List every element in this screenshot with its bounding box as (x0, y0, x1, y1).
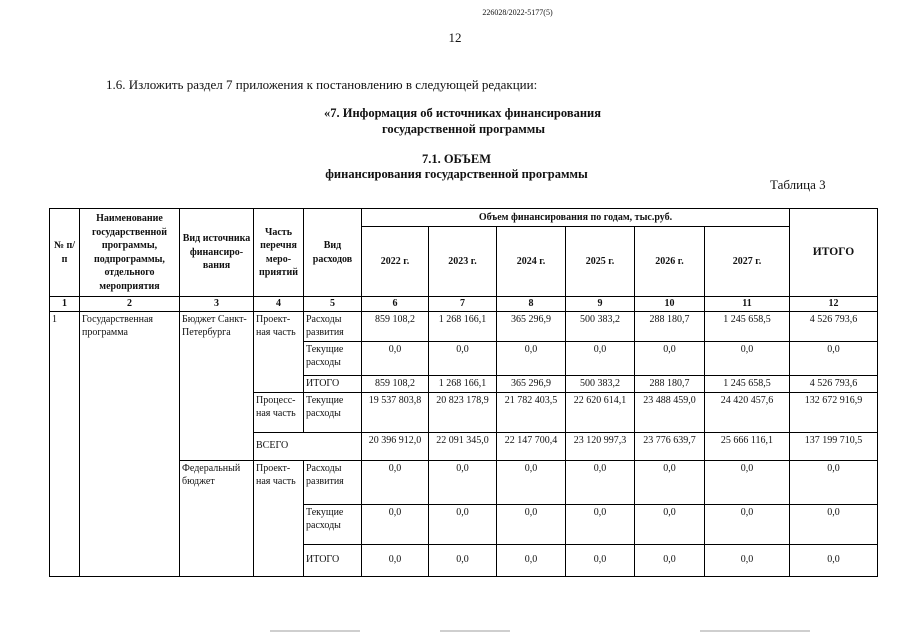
column-number: 10 (635, 297, 705, 312)
column-number: 11 (705, 297, 790, 312)
table-caption: Таблица 3 (770, 177, 826, 192)
header-expense-type: Вид расходов (304, 209, 362, 297)
value-cell: 23 120 997,3 (566, 432, 635, 460)
expense-type: Текущие расходы (304, 392, 362, 432)
section-heading-line-2: государственной программы (381, 122, 546, 136)
value-cell: 0,0 (790, 544, 878, 576)
value-cell: 0,0 (566, 504, 635, 544)
value-cell: 0,0 (429, 341, 497, 375)
value-cell: 1 268 166,1 (429, 311, 497, 341)
value-cell: 0,0 (362, 504, 429, 544)
value-cell: 0,0 (566, 544, 635, 576)
value-cell: 1 245 658,5 (705, 311, 790, 341)
value-cell: 0,0 (497, 504, 566, 544)
value-cell: 19 537 803,8 (362, 392, 429, 432)
program-name: Государственная программа (80, 311, 180, 576)
subsection-heading-line-2: финансирования государственной программы (325, 167, 588, 181)
value-cell: 0,0 (429, 544, 497, 576)
expense-type: Текущие расходы (304, 341, 362, 375)
header-year: 2022 г. (362, 227, 429, 297)
part-project: Проект-ная часть (254, 460, 304, 576)
value-cell: 0,0 (635, 460, 705, 504)
value-cell: 365 296,9 (497, 311, 566, 341)
value-cell: 0,0 (790, 341, 878, 375)
document-id: 226028/2022-5177(5) (482, 8, 553, 17)
value-cell: 4 526 793,6 (790, 311, 878, 341)
section-heading-line-1: «7. Информация об источниках финансирования (324, 106, 601, 120)
header-source: Вид источника финансиро-вания (180, 209, 254, 297)
header-total: ИТОГО (790, 209, 878, 297)
instruction-text: 1.6. Изложить раздел 7 приложения к постановлению в следующей редакции: (106, 77, 538, 92)
value-cell: 1 245 658,5 (705, 375, 790, 392)
column-number: 1 (50, 297, 80, 312)
value-cell: 0,0 (635, 504, 705, 544)
value-cell: 20 396 912,0 (362, 432, 429, 460)
part-project: Проект-ная часть (254, 311, 304, 392)
header-year: 2024 г. (497, 227, 566, 297)
row-number: 1 (50, 311, 80, 576)
expense-type: Расходы развития (304, 460, 362, 504)
column-number: 4 (254, 297, 304, 312)
expense-type: Текущие расходы (304, 504, 362, 544)
column-number: 8 (497, 297, 566, 312)
value-cell: 132 672 916,9 (790, 392, 878, 432)
header-num: № п/п (50, 209, 80, 297)
value-cell: 22 147 700,4 (497, 432, 566, 460)
value-cell: 24 420 457,6 (705, 392, 790, 432)
value-cell: 288 180,7 (635, 311, 705, 341)
header-year: 2026 г. (635, 227, 705, 297)
expense-type-total: ИТОГО (304, 375, 362, 392)
header-volume-group: Объем финансирования по годам, тыс.руб. (362, 209, 790, 227)
value-cell: 0,0 (566, 460, 635, 504)
value-cell: 0,0 (362, 341, 429, 375)
value-cell: 0,0 (429, 504, 497, 544)
expense-type: Расходы развития (304, 311, 362, 341)
value-cell: 0,0 (790, 460, 878, 504)
expense-type-total: ИТОГО (304, 544, 362, 576)
value-cell: 0,0 (705, 460, 790, 504)
value-cell: 0,0 (362, 544, 429, 576)
value-cell: 0,0 (362, 460, 429, 504)
header-year: 2027 г. (705, 227, 790, 297)
scan-artifact (700, 630, 810, 632)
column-number: 2 (80, 297, 180, 312)
header-year: 2023 г. (429, 227, 497, 297)
value-cell: 23 776 639,7 (635, 432, 705, 460)
value-cell: 0,0 (497, 544, 566, 576)
value-cell: 500 383,2 (566, 311, 635, 341)
source-federal-budget: Федеральный бюджет (180, 460, 254, 576)
value-cell: 0,0 (497, 341, 566, 375)
header-part: Часть перечня меро-приятий (254, 209, 304, 297)
column-number: 9 (566, 297, 635, 312)
column-number: 12 (790, 297, 878, 312)
header-name: Наименование государственной программы, подпрограммы, отдельного мероприятия (80, 209, 180, 297)
value-cell: 0,0 (635, 544, 705, 576)
value-cell: 25 666 116,1 (705, 432, 790, 460)
scan-artifact (440, 630, 510, 632)
column-number: 6 (362, 297, 429, 312)
page-number: 12 (448, 30, 462, 45)
value-cell: 0,0 (705, 341, 790, 375)
value-cell: 288 180,7 (635, 375, 705, 392)
column-number: 3 (180, 297, 254, 312)
value-cell: 365 296,9 (497, 375, 566, 392)
value-cell: 0,0 (705, 544, 790, 576)
value-cell: 0,0 (790, 504, 878, 544)
part-process: Процесс-ная часть (254, 392, 304, 432)
value-cell: 859 108,2 (362, 375, 429, 392)
value-cell: 20 823 178,9 (429, 392, 497, 432)
value-cell: 1 268 166,1 (429, 375, 497, 392)
column-number: 7 (429, 297, 497, 312)
value-cell: 0,0 (497, 460, 566, 504)
financing-table (49, 208, 878, 577)
value-cell: 0,0 (429, 460, 497, 504)
value-cell: 22 620 614,1 (566, 392, 635, 432)
value-cell: 0,0 (566, 341, 635, 375)
value-cell: 500 383,2 (566, 375, 635, 392)
scan-artifact (270, 630, 360, 632)
value-cell: 22 091 345,0 (429, 432, 497, 460)
value-cell: 0,0 (635, 341, 705, 375)
all-total-label: ВСЕГО (254, 432, 362, 460)
value-cell: 137 199 710,5 (790, 432, 878, 460)
value-cell: 21 782 403,5 (497, 392, 566, 432)
value-cell: 23 488 459,0 (635, 392, 705, 432)
source-spb-budget: Бюджет Санкт-Петербурга (180, 311, 254, 460)
column-number: 5 (304, 297, 362, 312)
value-cell: 0,0 (705, 504, 790, 544)
header-year: 2025 г. (566, 227, 635, 297)
value-cell: 859 108,2 (362, 311, 429, 341)
subsection-heading-line-1: 7.1. ОБЪЕМ (421, 152, 492, 166)
value-cell: 4 526 793,6 (790, 375, 878, 392)
